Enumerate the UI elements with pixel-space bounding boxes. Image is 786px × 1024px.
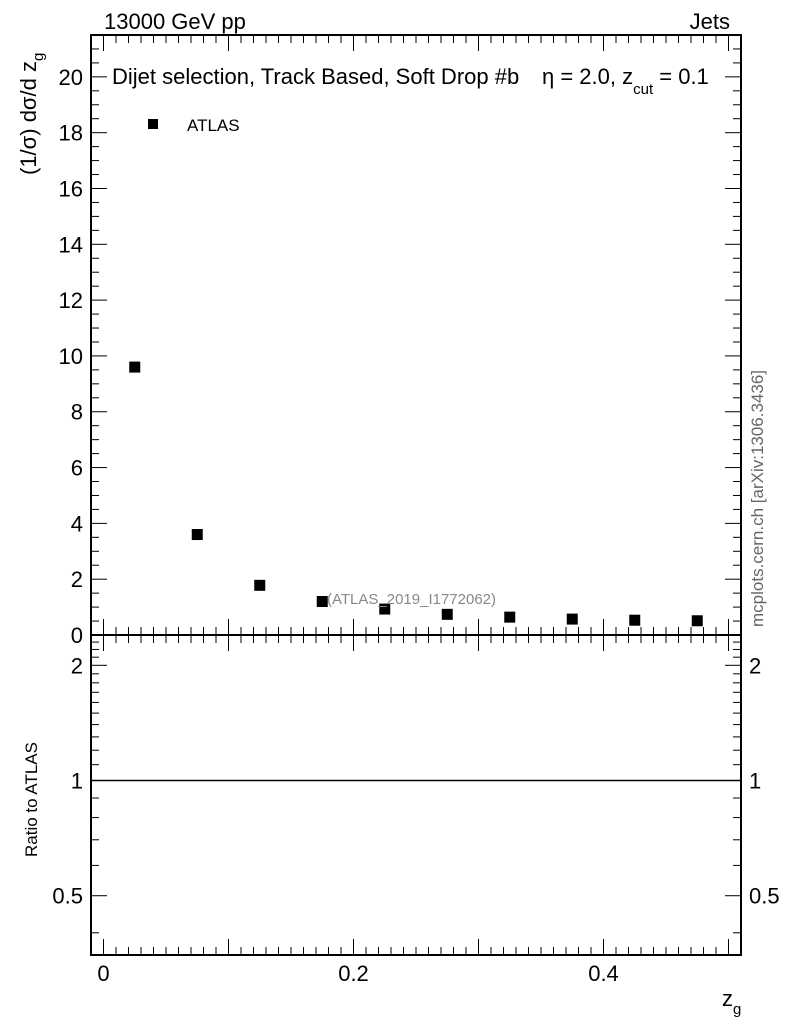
x-axis-label: [722, 986, 741, 1018]
main-y-tick-label: 0: [70, 623, 83, 648]
ratio-y-tick-label-right: 2: [749, 653, 762, 679]
data-point: [442, 609, 453, 620]
plot-title: [112, 64, 519, 89]
analysis-watermark: (ATLAS_2019_I1772062): [327, 591, 497, 608]
plot-title-tail-text: η = 2.0, z: [542, 64, 634, 89]
main-y-tick-label: 6: [70, 455, 83, 481]
plot-title-subscript: cut: [633, 81, 654, 98]
side-credit-label: mcplots.cern.ch [arXiv:1306.3436]: [748, 369, 767, 627]
data-markers: [129, 362, 703, 627]
plot-title-main: Dijet selection, Track Based, Soft Drop #b: [112, 64, 520, 89]
main-y-tick-label: 20: [58, 64, 83, 90]
main-y-tick-label: 8: [70, 399, 83, 425]
ratio-y-tick-label-left: 2: [70, 653, 83, 679]
main-y-tick-label: 4: [70, 511, 83, 537]
legend-label: ATLAS: [187, 116, 240, 135]
main-y-tick-label: 18: [58, 120, 83, 146]
ratio-panel-frame: [91, 635, 741, 955]
ratio-y-tick-label-right: 1: [749, 768, 762, 794]
data-point: [192, 529, 203, 540]
main-y-axis-label-sub: g: [30, 52, 47, 62]
main-y-axis-label-main: (1/σ) dσ/d z: [16, 61, 41, 175]
main-y-tick-label: 2: [70, 567, 83, 593]
x-tick-label: 0.2: [338, 961, 369, 986]
plot-title-end: = 0.1: [653, 64, 709, 89]
header-right-label: Jets: [689, 9, 730, 34]
header-left-label: 13000 GeV pp: [104, 9, 246, 34]
x-ticks: [104, 35, 729, 955]
ratio-y-tick-label-right: 0.5: [749, 883, 780, 909]
ratio-y-ticks: [91, 642, 741, 933]
data-point: [129, 362, 140, 373]
main-y-tick-label: 16: [58, 176, 83, 202]
x-tick-label: 0.4: [588, 961, 619, 986]
x-axis-label-sub: g: [733, 1001, 742, 1018]
x-axis-label-main: z: [722, 986, 733, 1011]
main-y-ticks: [91, 49, 741, 635]
x-tick-labels: [97, 961, 618, 986]
data-point: [504, 612, 515, 623]
legend-marker: [148, 119, 158, 129]
x-tick-label: 0: [97, 961, 110, 986]
data-point: [254, 580, 265, 591]
main-y-tick-label: 14: [58, 232, 83, 258]
main-y-tick-label: 12: [58, 288, 83, 314]
main-y-tick-label: 10: [58, 343, 83, 369]
plot-title-tail: [542, 64, 709, 98]
data-point: [567, 614, 578, 625]
ratio-y-axis-label: Ratio to ATLAS: [22, 742, 41, 857]
data-point: [629, 615, 640, 626]
ratio-y-tick-label-left: 0.5: [52, 883, 83, 909]
data-point: [692, 615, 703, 626]
main-y-axis-label: [16, 53, 47, 175]
main-y-tick-labels: [59, 65, 83, 648]
ratio-y-tick-label-left: 1: [70, 768, 83, 794]
